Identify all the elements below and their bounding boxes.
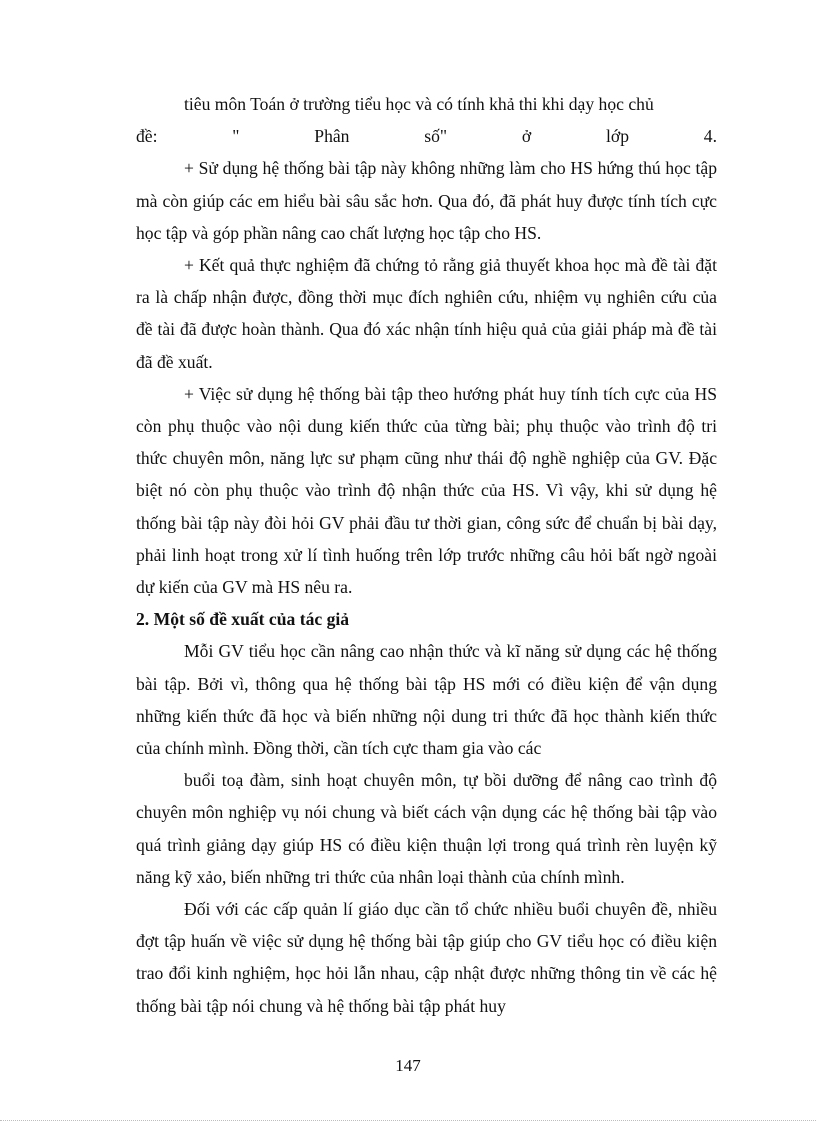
word: ở bbox=[521, 126, 532, 147]
paragraph-proposal-1: Mỗi GV tiểu học cần nâng cao nhận thức và kĩ năng sử dụng các hệ thống bài tập. Bởi vì, thông qua hệ thống bài tập HS mới có điều kiện để vận dụng những kiến thức đã học và biến những nội dung tri thức đã học thành kiến thức của chính mình. Đồng thời, cần tích cực tham gia vào các bbox=[136, 641, 717, 759]
paragraph-proposal-2: Đối với các cấp quản lí giáo dục cần tổ chức nhiều buổi chuyên đề, nhiều đợt tập huấn về việc sử dụng hệ thống bài tập giúp cho GV tiểu học có điều kiện trao đổi kinh nghiệm, học hỏi lẫn nhau, cập nhật được những thông tin về các hệ thống bài tập nói chung và hệ thống bài tập phát huy bbox=[136, 899, 717, 1016]
paragraph-continuation: tiêu môn Toán ở trường tiểu học và có tính khả thi khi dạy học chủ bbox=[184, 94, 654, 114]
page-number: 147 bbox=[395, 1056, 421, 1075]
page-body bbox=[136, 88, 717, 1022]
paragraph-bullet-2: + Kết quả thực nghiệm đã chứng tỏ rằng giả thuyết khoa học mà đề tài đặt ra là chấp nhận được, đồng thời mục đích nghiên cứu, nhiệm vụ nghiên cứu của đề tài đã được hoàn thành. Qua đó xác nhận tính hiệu quả của giải pháp mà đề tài đã đề xuất. bbox=[136, 255, 717, 372]
word: đề: bbox=[136, 126, 158, 147]
paragraph-proposal-1-cont: buổi toạ đàm, sinh hoạt chuyên môn, tự bồi dưỡng để nâng cao trình độ chuyên môn nghiệp vụ nói chung và biết cách vận dụng các hệ thống bài tập vào quá trình giảng dạy giúp HS có điều kiện thuận lợi trong quá trình rèn luyện kỹ năng kỹ xảo, biến những tri thức của nhân loại thành của chính mình. bbox=[136, 770, 717, 887]
word: " bbox=[232, 126, 240, 147]
paragraph-bullet-3: + Việc sử dụng hệ thống bài tập theo hướng phát huy tính tích cực của HS còn phụ thuộc vào nội dung kiến thức của từng bài; phụ thuộc vào trình độ tri thức chuyên môn, năng lực sư phạm cũng như thái độ nghề nghiệp của GV. Đặc biệt nó còn phụ thuộc vào trình độ nhận thức của HS. Vì vậy, khi sử dụng hệ thống bài tập này đòi hỏi GV phải đầu tư thời gian, công sức để chuẩn bị bài dạy, phải linh hoạt trong xử lí tình huống trên lớp trước những câu hỏi bất ngờ ngoài dự kiến của GV mà HS nêu ra. bbox=[136, 383, 717, 598]
word: Phân bbox=[314, 126, 350, 147]
page-bottom-divider bbox=[0, 1120, 816, 1121]
word: số" bbox=[424, 126, 448, 147]
section-heading: 2. Một số đề xuất của tác giả bbox=[136, 609, 350, 630]
paragraph-bullet-1: + Sử dụng hệ thống bài tập này không những làm cho HS hứng thú học tập mà còn giúp các em hiểu bài sâu sắc hơn. Qua đó, đã phát huy được tính tích cực học tập và góp phần nâng cao chất lượng học tập cho HS. bbox=[136, 158, 717, 243]
justified-line bbox=[136, 120, 717, 152]
word: 4. bbox=[703, 126, 717, 147]
word: lớp bbox=[606, 126, 629, 147]
